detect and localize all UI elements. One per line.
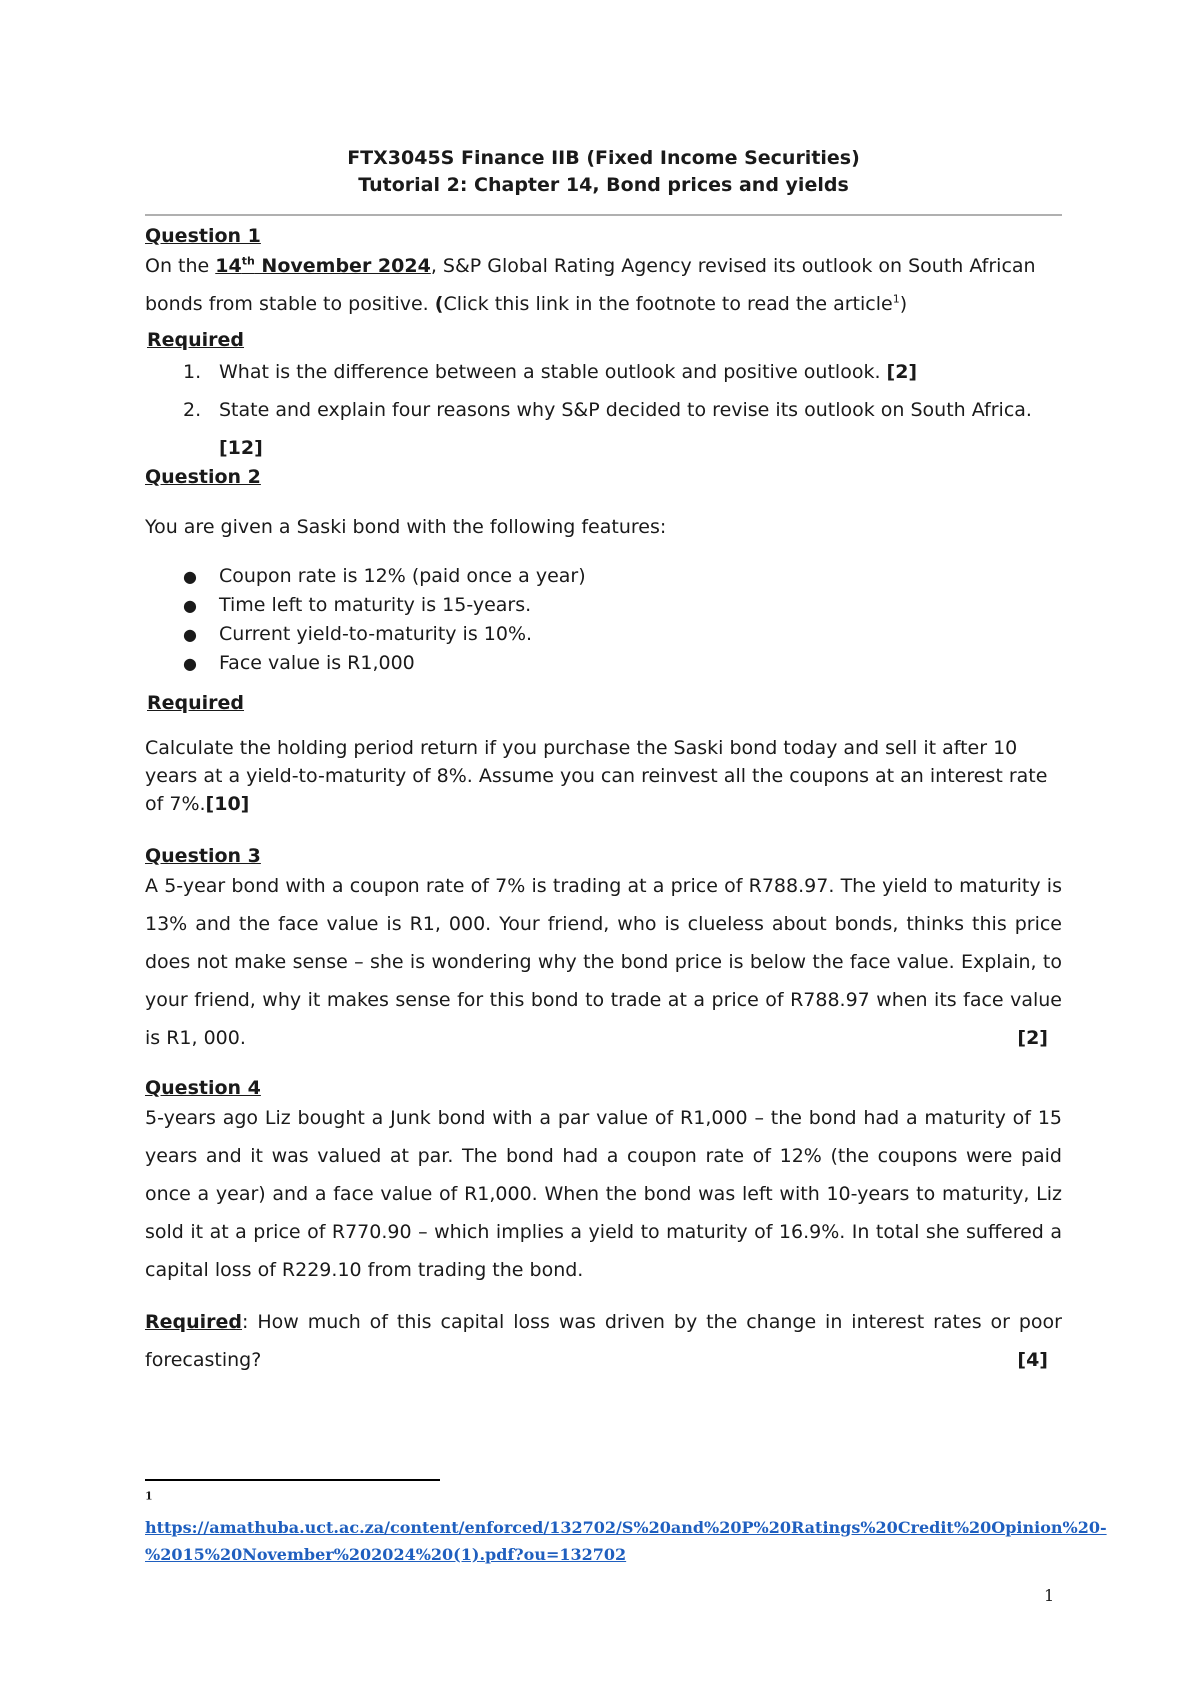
marks: [12]	[219, 437, 263, 459]
list-item	[145, 649, 1062, 678]
bullet-text: Current yield-to-maturity is 10%.	[219, 623, 533, 645]
list-text: State and explain four reasons why S&P decided to revise its outlook on South Africa.	[219, 399, 1032, 421]
question-3	[145, 845, 1062, 1057]
question-4-heading: Question 4	[145, 1077, 261, 1099]
bullet-icon: ●	[183, 625, 197, 644]
footnote-ref[interactable]: 1	[892, 292, 900, 306]
question-2-heading: Question 2	[145, 466, 261, 488]
list-number: 1.	[183, 361, 202, 383]
footnote-instruction: Click this link in the footnote to read the article	[443, 293, 893, 315]
marks: [4]	[1017, 1349, 1048, 1371]
bullet-icon: ●	[183, 654, 197, 673]
list-item	[145, 353, 1062, 391]
document-subtitle: Tutorial 2: Chapter 14, Bond prices and yields	[358, 174, 849, 196]
question-4-body: 5-years ago Liz bought a Junk bond with a par value of R1,000 – the bond had a maturity of 15 years and it was valued at par. The bond had a coupon rate of 12% (the coupons were paid once a year) and a face value of R1,000. When the bond was left with 10-years to maturity, Liz sold it at a price of R770.90 – which implies a yield to maturity of 16.9%. In total she suffered a capital loss of R229.10 from trading the bond.	[145, 1107, 1062, 1281]
list-item	[145, 391, 1062, 467]
bullet-text: Coupon rate is 12% (paid once a year)	[219, 565, 586, 587]
list-item	[145, 620, 1062, 649]
question-1-heading: Question 1	[145, 225, 261, 247]
footnote-divider	[145, 1479, 440, 1481]
footnote	[145, 1487, 1107, 1568]
body-text: A 5-year bond with a coupon rate of 7% is trading at a price of R788.97. The yield to maturity is 13% and the face value is R1, 000. Your friend, who is clueless about bonds, thinks this price does not make sense – she is wondering why the bond price is below the face value. Explain, to your friend, why it makes sense for this bond to trade at a price of R788.97 when its face value is R1, 000.	[145, 875, 1062, 1049]
list-text: What is the difference between a stable outlook and positive outlook.	[219, 361, 887, 383]
question-2	[145, 466, 1062, 818]
marks: [2]	[1017, 1027, 1048, 1049]
bullet-icon: ●	[183, 596, 197, 615]
bullet-text: Face value is R1,000	[219, 652, 415, 674]
header-divider	[145, 214, 1062, 216]
list-number: 2.	[183, 399, 202, 421]
required-text: : How much of this capital loss was driven by the change in interest rates or poor forecasting?	[145, 1311, 1062, 1371]
question-2-intro: You are given a Saski bond with the following features:	[145, 516, 667, 538]
question-4	[145, 1077, 1062, 1379]
paren-close: )	[899, 293, 908, 315]
question-1-list	[145, 353, 1062, 467]
date-emphasis	[215, 255, 431, 277]
question-1-intro	[145, 247, 1062, 323]
question-4-required	[145, 1303, 1062, 1379]
list-item	[145, 562, 1062, 591]
marks: [10]	[205, 793, 250, 815]
bullet-text: Time left to maturity is 15-years.	[219, 594, 532, 616]
footnote-link-line2[interactable]: %2015%20November%202024%20(1).pdf?ou=132702	[145, 1545, 627, 1564]
footnote-link[interactable]	[145, 1518, 1107, 1564]
intro-text: On the	[145, 255, 216, 277]
question-3-heading: Question 3	[145, 845, 261, 867]
document-title: FTX3045S Finance IIB (Fixed Income Securities)	[347, 147, 860, 169]
question-3-body	[145, 867, 1062, 1057]
bullet-icon: ●	[183, 567, 197, 586]
question-2-body	[145, 734, 1062, 818]
question-1	[145, 225, 1062, 467]
required-label: Required	[145, 1311, 243, 1333]
intro-text-cont: , S&P Global Rating Agency revised its outlook on South African bonds from stable to positive.	[145, 255, 1036, 315]
date-rest: November 2024	[254, 255, 431, 277]
feature-list	[145, 562, 1062, 678]
question-2-required: Required	[147, 692, 245, 714]
date-day: 14	[215, 255, 242, 277]
footnote-number: 1	[145, 1489, 153, 1503]
list-item	[145, 591, 1062, 620]
page-number: 1	[1044, 1586, 1055, 1605]
date-suffix: th	[241, 254, 255, 268]
marks: [2]	[886, 361, 918, 383]
paren-open: (	[434, 293, 444, 315]
footnote-link-line1[interactable]: https://amathuba.uct.ac.za/content/enforced/132702/S%20and%20P%20Ratings%20Credit%20Opinion%20-	[145, 1518, 1107, 1537]
question-1-required: Required	[147, 329, 245, 351]
body-text: Calculate the holding period return if you purchase the Saski bond today and sell it after 10 years at a yield-to-maturity of 8%. Assume you can reinvest all the coupons at an interest rate of 7%.	[145, 737, 1048, 815]
